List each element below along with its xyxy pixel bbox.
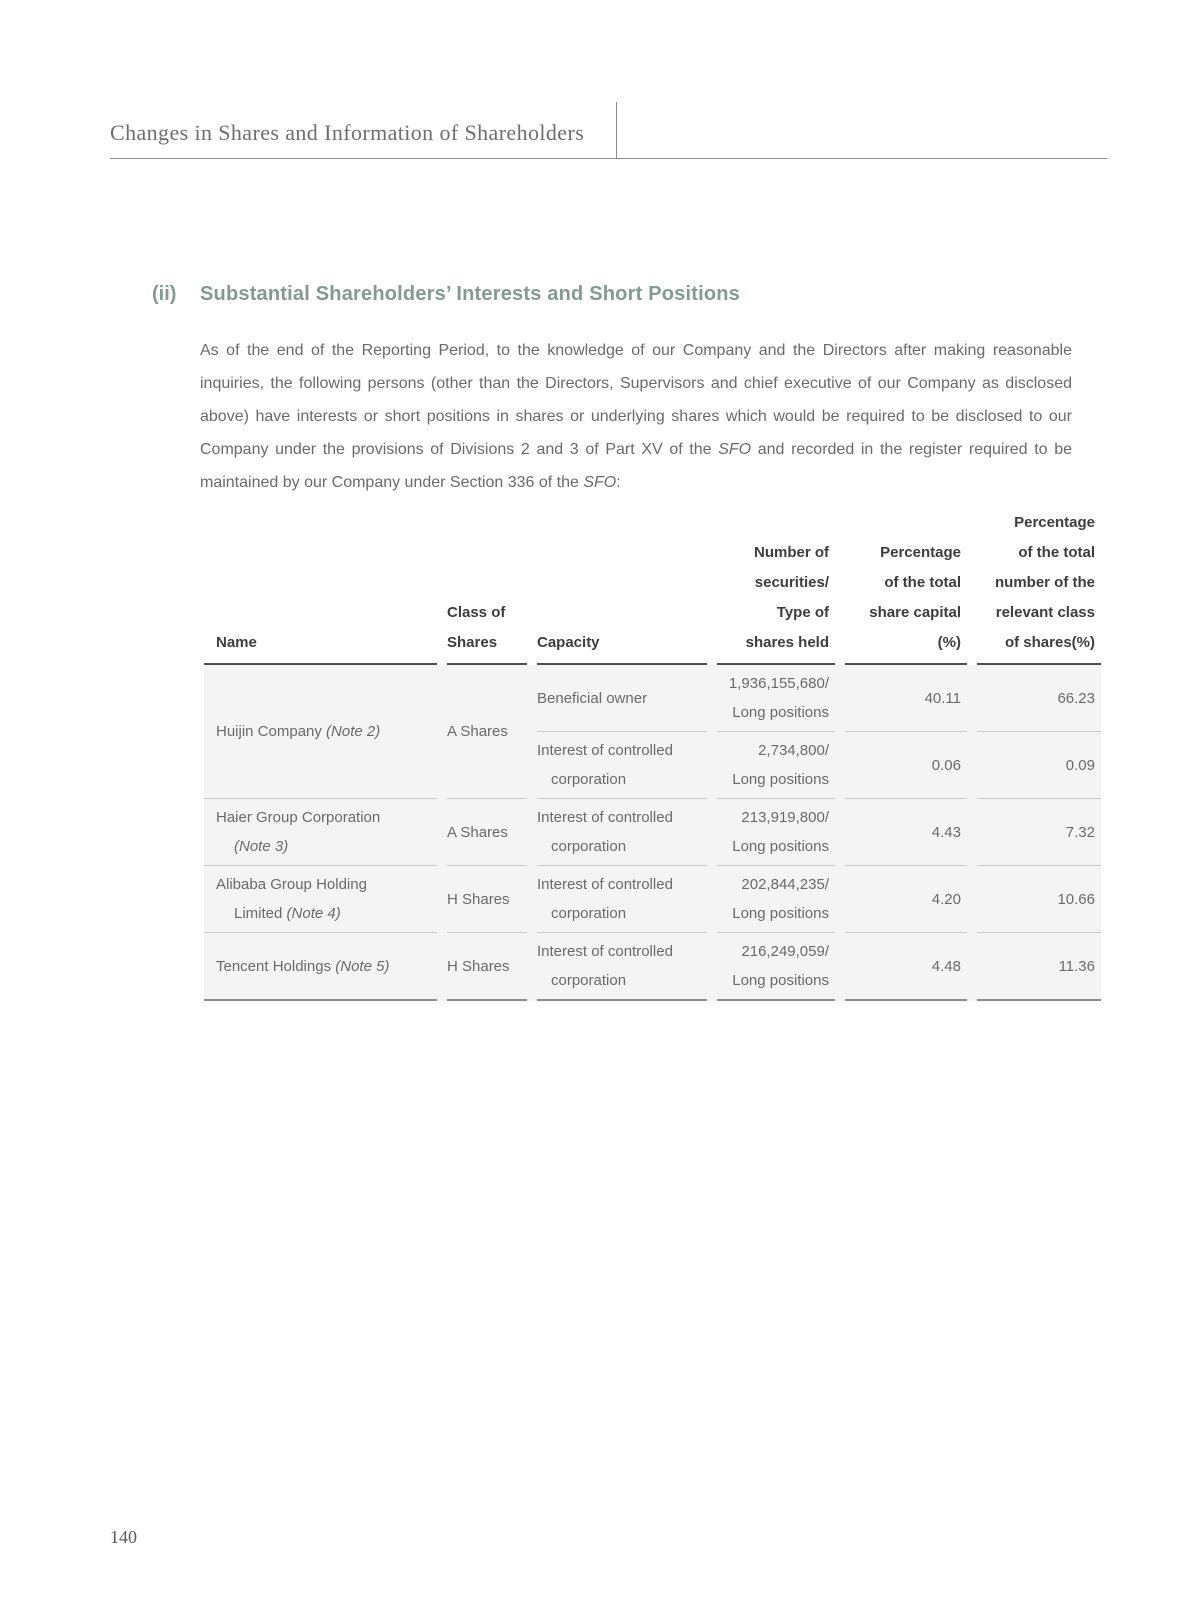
capacity-line: Interest of controlled (537, 742, 673, 759)
cell-securities-held (717, 665, 835, 732)
pct-class-value: 66.23 (1057, 689, 1095, 707)
pct-class-value: 11.36 (1058, 957, 1095, 975)
cell-pct-relevant-class (977, 732, 1101, 799)
capacity-line: Beneficial owner (537, 689, 648, 707)
header-cell-class_of_shares (447, 508, 527, 665)
securities-count: 1,936,155,680/ (728, 675, 829, 692)
capacity-line: corporation (551, 905, 627, 922)
note-reference: (Note 5) (335, 957, 390, 975)
capacity-line: Interest of controlled (537, 943, 673, 960)
header-line: share capital (869, 604, 961, 621)
cell-pct-share-capital (845, 665, 967, 732)
sfo-italic: SFO (718, 441, 752, 458)
cell-class-of-shares (447, 933, 527, 1001)
page-number: 140 (110, 1527, 137, 1547)
intro-paragraph (200, 334, 1072, 499)
header-line: of the total (884, 574, 961, 591)
text-segment: Alibaba Group Holding (216, 876, 367, 893)
table-row (204, 799, 1101, 866)
position-type: Long positions (732, 771, 829, 788)
cell-securities-held (717, 933, 835, 1001)
cell-pct-share-capital (845, 799, 967, 866)
pct-capital-value: 4.48 (931, 957, 961, 975)
cell-pct-relevant-class (977, 866, 1101, 933)
cell-capacity (537, 799, 707, 866)
text-segment: As of the end of the Reporting Period, to the knowledge of our Company and the Directors after making reasonable inquiries, the following persons (other than the Directors, Supervisors and chief executive of our Company as disclosed above) have interests or short positions in shares or underlying shares which would be required to be disclosed to our Company under the provisions of Divisions 2 and 3 of Part XV of the (200, 342, 1072, 458)
header-line: Capacity (537, 634, 600, 651)
share-class-value: H Shares (447, 957, 510, 975)
header-divider-line (616, 102, 617, 158)
securities-count: 2,734,800/ (758, 742, 829, 759)
header-line: relevant class (995, 604, 1095, 621)
position-type: Long positions (732, 905, 829, 922)
cell-pct-relevant-class (977, 665, 1101, 732)
cell-capacity (537, 732, 707, 799)
capacity-line: Interest of controlled (537, 809, 673, 826)
cell-capacity (537, 866, 707, 933)
cell-pct-relevant-class (977, 799, 1101, 866)
header-line: Percentage (1014, 514, 1095, 531)
cell-class-of-shares (447, 866, 527, 933)
cell-name (204, 866, 437, 933)
sfo-italic: SFO (583, 474, 617, 491)
cell-pct-share-capital (845, 732, 967, 799)
note-reference: (Note 2) (326, 723, 381, 740)
header-cell-pct_class (977, 508, 1101, 665)
pct-class-value: 0.09 (1065, 756, 1095, 774)
text-segment: Haier Group Corporation (216, 809, 381, 826)
text-segment: : (616, 474, 621, 491)
securities-count: 216,249,059/ (741, 943, 829, 960)
cell-capacity (537, 665, 707, 732)
header-line: securities/ (754, 574, 829, 591)
cell-securities-held (717, 799, 835, 866)
header-line: Percentage (880, 544, 961, 561)
section-title: Substantial Shareholders’ Interests and Short Positions (200, 283, 741, 305)
note-reference: (Note 4) (286, 905, 341, 922)
position-type: Long positions (732, 972, 829, 989)
capacity-line: corporation (551, 771, 627, 788)
text-segment: Tencent Holdings (216, 957, 336, 975)
capacity-line: corporation (551, 838, 627, 855)
header-line: Name (216, 634, 257, 651)
pct-capital-value: 4.43 (931, 823, 961, 841)
cell-class-of-shares (447, 799, 527, 866)
share-class-value: H Shares (447, 890, 510, 908)
table-row (204, 933, 1101, 1001)
capacity-line: Interest of controlled (537, 876, 673, 893)
text-segment: and recorded in the register required to be maintained by our Company under Section 336 of the (200, 441, 1073, 491)
cell-name (204, 799, 437, 866)
header-line: (%) (937, 634, 961, 651)
securities-count: 202,844,235/ (741, 876, 829, 893)
cell-pct-relevant-class (977, 933, 1101, 1001)
position-type: Long positions (732, 838, 829, 855)
header-line: of shares(%) (1004, 634, 1095, 651)
header-line: Shares (447, 634, 498, 651)
header-cell-name (204, 508, 437, 665)
header-cell-capacity (537, 508, 707, 665)
pct-class-value: 7.32 (1065, 823, 1095, 841)
header-cell-securities (717, 508, 835, 665)
page-header (110, 100, 1107, 159)
text-segment: Huijin Company (216, 723, 327, 740)
note-reference: (Note 3) (234, 838, 289, 855)
pct-capital-value: 0.06 (931, 756, 961, 774)
table-body (204, 665, 1101, 1001)
cell-class-of-shares (447, 665, 527, 799)
section-marker: (ii) (152, 283, 177, 305)
header-line: Number of (754, 544, 829, 561)
text-segment: Limited (234, 905, 287, 922)
capacity-line: corporation (551, 972, 627, 989)
cell-name (204, 933, 437, 1001)
cell-pct-share-capital (845, 866, 967, 933)
cell-securities-held (717, 732, 835, 799)
table-row (204, 866, 1101, 933)
header-cell-pct_capital (845, 508, 967, 665)
shareholders-table (204, 508, 1101, 1001)
header-line: Class of (447, 604, 506, 621)
share-class-value: A Shares (447, 723, 508, 740)
pct-class-value: 10.66 (1057, 890, 1095, 908)
cell-name (204, 665, 437, 799)
cell-securities-held (717, 866, 835, 933)
page-title: Changes in Shares and Information of Shareholders (110, 120, 585, 145)
table-header-row (204, 508, 1101, 665)
pct-capital-value: 40.11 (924, 689, 961, 707)
share-class-value: A Shares (447, 823, 508, 841)
position-type: Long positions (732, 704, 829, 721)
cell-pct-share-capital (845, 933, 967, 1001)
cell-capacity (537, 933, 707, 1001)
securities-count: 213,919,800/ (741, 809, 829, 826)
header-line: Type of (776, 604, 829, 621)
pct-capital-value: 4.20 (931, 890, 961, 908)
table-row (204, 665, 1101, 799)
header-line: shares held (745, 634, 829, 651)
section-heading (152, 283, 740, 306)
header-line: number of the (995, 574, 1095, 591)
header-line: of the total (1018, 544, 1095, 561)
